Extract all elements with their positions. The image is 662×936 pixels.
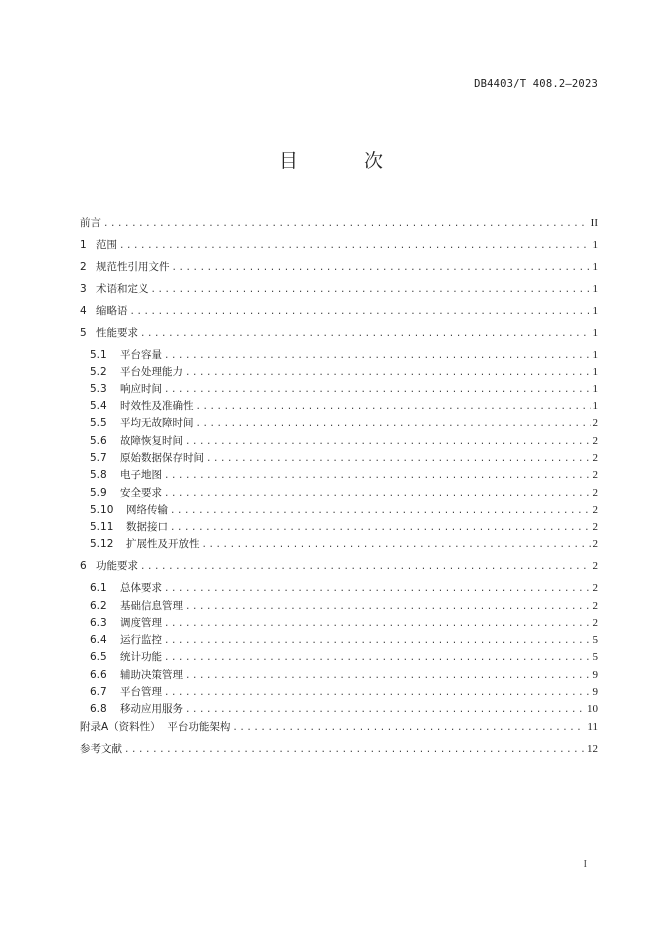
toc-leader-dots — [130, 306, 591, 318]
toc-entry[interactable] — [80, 236, 598, 252]
document-code: DB4403/T 408.2—2023 — [474, 78, 598, 90]
toc-entry-page: 1 — [592, 400, 598, 412]
toc-entry-number: 2 — [80, 261, 87, 273]
toc-entry-page: 2 — [592, 504, 598, 516]
toc-entry-label: 数据接口 — [126, 521, 168, 533]
toc-entry[interactable] — [90, 466, 598, 482]
toc-entry-label: 基础信息管理 — [120, 600, 183, 612]
toc-entry-label: 扩展性及开放性 — [126, 538, 200, 550]
toc-leader-dots — [164, 687, 591, 699]
toc-entry-page: 9 — [592, 669, 598, 681]
toc-entry-label: 故障恢复时间 — [120, 435, 183, 447]
toc-leader-dots — [140, 561, 591, 573]
toc-entry-label: 参考文献 — [80, 743, 122, 755]
toc-entry[interactable] — [90, 484, 598, 500]
toc-entry-page: 1 — [592, 305, 598, 317]
toc-entry-page: 2 — [592, 521, 598, 533]
toc-entry-page: 2 — [592, 469, 598, 481]
toc-entry-page: 1 — [592, 349, 598, 361]
toc-entry-number: 5.6 — [90, 435, 107, 447]
toc-entry-page: II — [590, 217, 598, 229]
toc-entry[interactable] — [80, 280, 598, 296]
toc-entry[interactable] — [80, 557, 598, 573]
toc-entry-page: 9 — [592, 686, 598, 698]
toc-leader-dots — [232, 722, 585, 734]
toc-leader-dots — [119, 240, 591, 252]
toc-entry[interactable] — [90, 535, 598, 551]
toc-entry[interactable] — [80, 324, 598, 340]
toc-entry-number: 6.5 — [90, 651, 107, 663]
toc-entry-label: 调度管理 — [120, 617, 162, 629]
toc-entry-page: 2 — [592, 452, 598, 464]
toc-entry-page: 2 — [592, 435, 598, 447]
toc-leader-dots — [206, 453, 591, 465]
toc-entry[interactable] — [90, 363, 598, 379]
toc-leader-dots — [185, 436, 591, 448]
toc-entry[interactable] — [80, 718, 598, 734]
toc-leader-dots — [170, 522, 591, 534]
toc-entry-number: 6.2 — [90, 600, 107, 612]
toc-entry-number: 6.7 — [90, 686, 107, 698]
toc-entry[interactable] — [80, 214, 598, 230]
toc-entry-label: 总体要求 — [120, 582, 162, 594]
toc-entry-page: 12 — [587, 743, 598, 755]
toc-leader-dots — [124, 744, 585, 756]
toc-entry[interactable] — [90, 518, 598, 534]
toc-entry-page: 2 — [592, 600, 598, 612]
toc-entry-number: 5.11 — [90, 521, 114, 533]
toc-entry[interactable] — [90, 346, 598, 362]
toc-entry[interactable] — [90, 666, 598, 682]
toc-entry-page: 5 — [592, 651, 598, 663]
toc-entry-page: 2 — [592, 560, 598, 572]
toc-entry[interactable] — [90, 700, 598, 716]
toc-entry-number: 6.4 — [90, 634, 107, 646]
toc-leader-dots — [172, 262, 591, 274]
toc-entry[interactable] — [90, 683, 598, 699]
toc-entry-label: 性能要求 — [96, 327, 138, 339]
toc-entry-page: 11 — [587, 721, 598, 733]
toc-entry-label: 运行监控 — [120, 634, 162, 646]
toc-entry[interactable] — [90, 432, 598, 448]
toc-entry-label: 平台处理能力 — [120, 366, 183, 378]
toc-entry-label: 移动应用服务 — [120, 703, 183, 715]
toc-entry[interactable] — [90, 501, 598, 517]
toc-entry-page: 1 — [592, 383, 598, 395]
toc-entry-number: 5.5 — [90, 417, 107, 429]
toc-entry-label: 网络传输 — [126, 504, 168, 516]
toc-entry[interactable] — [80, 740, 598, 756]
toc-leader-dots — [185, 367, 591, 379]
toc-leader-dots — [164, 350, 591, 362]
toc-entry-page: 1 — [592, 327, 598, 339]
toc-leader-dots — [151, 284, 591, 296]
toc-entry-page: 2 — [592, 617, 598, 629]
toc-leader-dots — [164, 488, 591, 500]
toc-entry-number: 5.8 — [90, 469, 107, 481]
toc-entry-number: 5.7 — [90, 452, 107, 464]
toc-entry-label: 统计功能 — [120, 651, 162, 663]
toc-leader-dots — [103, 218, 589, 230]
toc-entry-label: 缩略语 — [96, 305, 128, 317]
toc-entry-page: 1 — [592, 366, 598, 378]
toc-entry-page: 2 — [592, 538, 598, 550]
toc-entry[interactable] — [90, 597, 598, 613]
toc-entry[interactable] — [90, 414, 598, 430]
toc-entry-number: 3 — [80, 283, 87, 295]
toc-entry-label: 功能要求 — [96, 560, 138, 572]
toc-entry-label: 平台管理 — [120, 686, 162, 698]
toc-entry-number: 5.9 — [90, 487, 107, 499]
page-title: 目 次 — [278, 150, 414, 172]
footer-page-number: I — [583, 859, 587, 870]
toc-entry-page: 2 — [592, 487, 598, 499]
toc-entry-number: 6.1 — [90, 582, 107, 594]
toc-entry-number: 5.3 — [90, 383, 107, 395]
toc-entry-page: 10 — [587, 703, 598, 715]
toc-entry[interactable] — [90, 631, 598, 647]
toc-entry-label: 电子地图 — [120, 469, 162, 481]
toc-leader-dots — [196, 418, 591, 430]
toc-leader-dots — [140, 328, 591, 340]
toc-leader-dots — [196, 401, 591, 413]
toc-entry-number: 5.10 — [90, 504, 114, 516]
toc-entry-label: 时效性及准确性 — [120, 400, 194, 412]
toc-entry-page: 1 — [592, 283, 598, 295]
toc-entry[interactable] — [90, 648, 598, 664]
toc-entry-label: 响应时间 — [120, 383, 162, 395]
toc-entry-label: 平台容量 — [120, 349, 162, 361]
toc-entry-page: 5 — [592, 634, 598, 646]
toc-leader-dots — [170, 505, 591, 517]
toc-entry-label: 平均无故障时间 — [120, 417, 194, 429]
toc-leader-dots — [164, 470, 591, 482]
toc-entry-number: 6 — [80, 560, 87, 572]
toc-entry-number: 5.12 — [90, 538, 114, 550]
toc-leader-dots — [185, 704, 585, 716]
toc-entry-page: 2 — [592, 582, 598, 594]
toc-leader-dots — [185, 670, 591, 682]
toc-entry-label: 原始数据保存时间 — [120, 452, 204, 464]
toc-entry-page: 2 — [592, 417, 598, 429]
toc-leader-dots — [164, 635, 591, 647]
toc-entry-label: 辅助决策管理 — [120, 669, 183, 681]
toc-entry-label: 范围 — [96, 239, 117, 251]
toc-leader-dots — [185, 601, 591, 613]
toc-entry-number: 4 — [80, 305, 87, 317]
toc-entry-number: 6.8 — [90, 703, 107, 715]
toc-leader-dots — [164, 384, 591, 396]
toc-entry-label: 前言 — [80, 217, 101, 229]
toc-entry[interactable] — [90, 449, 598, 465]
toc-entry-page: 1 — [592, 261, 598, 273]
toc-entry-number: 5.4 — [90, 400, 107, 412]
toc-entry[interactable] — [90, 614, 598, 630]
toc-entry-label: 规范性引用文件 — [96, 261, 170, 273]
toc-leader-dots — [164, 652, 591, 664]
toc-entry[interactable] — [90, 380, 598, 396]
toc-entry-number: 6.3 — [90, 617, 107, 629]
toc-entry[interactable] — [90, 397, 598, 413]
toc-entry-number: 1 — [80, 239, 87, 251]
toc-entry-number: 5.2 — [90, 366, 107, 378]
toc-entry-label: 安全要求 — [120, 487, 162, 499]
toc-entry[interactable] — [80, 258, 598, 274]
toc-entry-number: 5 — [80, 327, 87, 339]
toc-entry-number: 6.6 — [90, 669, 107, 681]
toc-leader-dots — [164, 618, 591, 630]
toc-entry-label: 附录A（资料性） 平台功能架构 — [80, 721, 231, 733]
toc-leader-dots — [202, 539, 591, 551]
toc-entry-page: 1 — [592, 239, 598, 251]
toc-entry-label: 术语和定义 — [96, 283, 149, 295]
toc-entry-number: 5.1 — [90, 349, 107, 361]
toc-leader-dots — [164, 583, 591, 595]
toc-entry[interactable] — [90, 579, 598, 595]
toc-entry[interactable] — [80, 302, 598, 318]
